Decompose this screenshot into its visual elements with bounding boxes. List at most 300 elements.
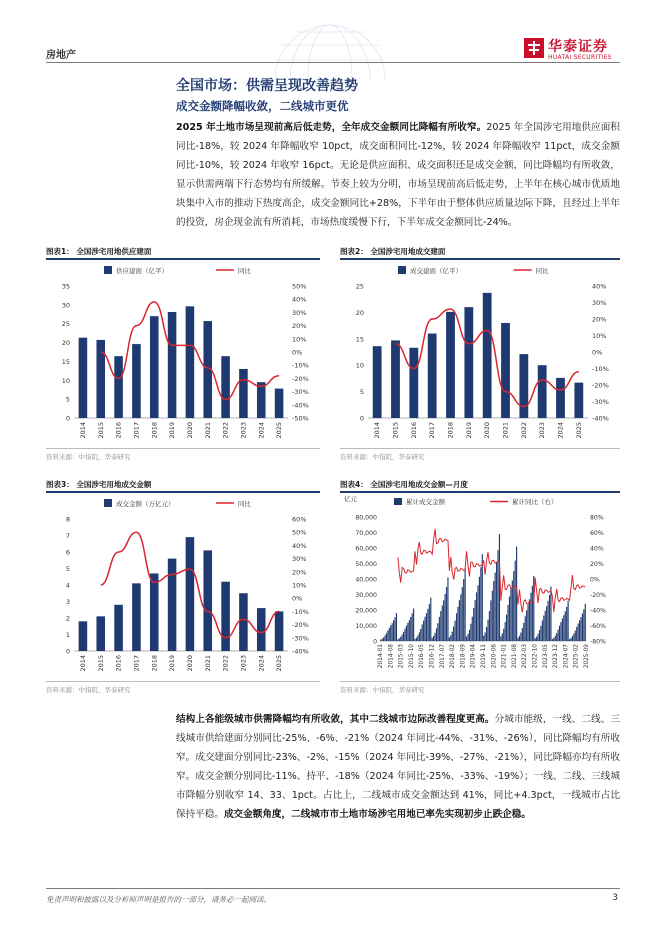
paragraph-1 — [176, 118, 620, 232]
bar — [519, 636, 520, 641]
x-tick-label: 2022 — [221, 655, 230, 672]
x-tick-label: 2015-03 — [398, 644, 405, 669]
bar — [394, 617, 395, 641]
bar — [420, 629, 421, 641]
bar — [549, 595, 550, 641]
figure-1-source: 资料来源：中指院，华泰研究 — [46, 453, 131, 461]
y-left-unit: 亿元 — [344, 495, 357, 503]
y-left-tick: 5 — [359, 388, 364, 397]
y-right-tick: 50% — [292, 528, 307, 537]
bar — [475, 600, 476, 641]
bar — [462, 587, 463, 641]
bar — [443, 600, 444, 641]
x-tick-label: 2017 — [132, 655, 141, 672]
x-tick-label: 2022-10 — [532, 644, 539, 669]
x-tick-label: 2017 — [132, 422, 141, 439]
y-right-tick: -20% — [292, 621, 309, 630]
figure-4-source-rule — [340, 681, 620, 682]
bar — [473, 608, 474, 641]
bar — [416, 638, 417, 641]
bar — [553, 638, 554, 641]
bar — [464, 307, 473, 418]
bar — [565, 611, 566, 641]
chart-fig3 — [46, 493, 320, 681]
x-tick-label: 2017-07 — [439, 644, 446, 669]
bar — [585, 604, 586, 641]
bar — [417, 635, 418, 641]
bar — [390, 625, 391, 641]
footer-divider — [46, 888, 620, 889]
x-tick-label: 2015 — [391, 422, 400, 439]
x-tick-label: 2018-02 — [450, 644, 457, 669]
y-left-tick: 2 — [65, 614, 70, 623]
bar — [460, 594, 461, 641]
bar — [552, 639, 553, 641]
y-left-tick: 10 — [355, 361, 364, 370]
bar — [452, 632, 453, 641]
bar — [568, 601, 569, 641]
y-right-tick: 10% — [292, 581, 307, 590]
bar — [382, 639, 383, 641]
bar — [482, 554, 483, 641]
x-tick-label: 2022 — [221, 422, 230, 439]
bar — [402, 634, 403, 641]
bar — [501, 323, 510, 418]
x-tick-label: 2019-11 — [481, 644, 487, 669]
bar — [403, 632, 404, 641]
legend-bar-swatch — [104, 499, 112, 507]
y-right-tick: 40% — [292, 541, 307, 550]
y-right-tick: -40% — [292, 647, 309, 656]
bar — [389, 628, 390, 641]
bar — [572, 636, 573, 641]
bar — [433, 636, 434, 641]
figure-4-label: 图表4： 全国涉宅用地成交金额—月度 — [340, 480, 468, 489]
bar — [517, 638, 518, 641]
bar — [186, 537, 195, 651]
bar — [527, 605, 528, 641]
bar — [582, 613, 583, 641]
bar — [150, 573, 159, 651]
legend-bar-swatch — [394, 498, 402, 505]
bar — [467, 634, 468, 641]
figure-4-source: 资料来源：中指院，华泰研究 — [340, 686, 425, 694]
y-right-tick: 0% — [592, 348, 603, 357]
bar — [499, 534, 500, 641]
logo-mark-icon — [524, 38, 544, 58]
x-tick-label: 2017 — [428, 422, 437, 439]
bar — [423, 621, 424, 641]
bar — [239, 593, 248, 651]
bar — [275, 611, 284, 651]
x-tick-label: 2025 — [275, 655, 284, 672]
y-left-tick: 0 — [65, 647, 70, 656]
bar — [489, 611, 490, 641]
bar — [132, 344, 141, 418]
bar — [506, 615, 507, 641]
y-right-tick: -40% — [292, 401, 309, 410]
y-left-tick: 3 — [65, 598, 70, 606]
bar — [430, 598, 431, 641]
bar — [497, 550, 498, 641]
x-tick-label: 2023-05 — [542, 644, 549, 669]
figure-3-source: 资料来源：中指院，华泰研究 — [46, 686, 131, 694]
y-right-tick: -40% — [592, 414, 609, 423]
figure-1-source-rule — [46, 448, 320, 449]
legend-bar-label: 成交金额（万亿元） — [116, 500, 175, 508]
bar — [472, 617, 473, 641]
bar — [404, 629, 405, 641]
legend-bar-swatch — [104, 266, 112, 274]
bar — [275, 389, 284, 418]
bar — [426, 613, 427, 641]
bar — [548, 601, 549, 641]
bar — [496, 562, 497, 641]
y-left-tick: 30 — [61, 301, 70, 310]
bar — [486, 627, 487, 641]
x-tick-label: 2016-12 — [429, 644, 436, 669]
bar — [391, 340, 400, 418]
y-right-tick: -20% — [592, 381, 609, 390]
y-left-tick: 0 — [373, 638, 377, 646]
bar — [422, 625, 423, 641]
bar — [466, 637, 467, 641]
bar — [132, 583, 141, 651]
bar — [492, 591, 493, 641]
bar — [542, 620, 543, 641]
x-tick-label: 2016-05 — [419, 644, 426, 669]
x-tick-label: 2021 — [203, 422, 212, 439]
y-right-tick: 0% — [590, 576, 600, 584]
y-left-tick: 15 — [355, 335, 364, 344]
bar — [446, 587, 447, 641]
bar — [221, 582, 230, 651]
footer-disclaimer: 免责声明和披露以及分析师声明是报告的一部分，请务必一起阅读。 — [46, 895, 271, 904]
bar — [502, 633, 503, 641]
bar — [579, 620, 580, 641]
bar — [396, 613, 397, 641]
y-left-tick: 0 — [359, 414, 364, 423]
legend-line-label: 累计同比（右） — [512, 498, 558, 506]
bar — [449, 637, 450, 641]
bar — [397, 639, 398, 641]
bar — [406, 626, 407, 641]
figure-1-label: 图表1： 全国涉宅用地供应建面 — [46, 247, 152, 256]
y-right-tick: 20% — [292, 322, 307, 331]
bar — [512, 580, 513, 641]
bar — [583, 609, 584, 641]
y-right-tick: -80% — [590, 638, 606, 646]
bar — [436, 628, 437, 641]
y-left-tick: 20 — [355, 308, 364, 317]
bar — [507, 605, 508, 641]
bar — [455, 621, 456, 641]
x-tick-label: 2019-04 — [470, 644, 477, 669]
y-left-tick: 7 — [65, 532, 70, 540]
y-right-tick: 80% — [590, 514, 604, 522]
bar — [523, 623, 524, 641]
x-tick-label: 2025 — [275, 422, 284, 439]
bar — [428, 334, 437, 418]
paragraph-1-body: 2025 年全国涉宅用地供应面积同比-18%，较 2024 年降幅收窄 10pct，成交面积同比-12%，较 2024 年降幅收窄 11pct，成交金额同比-10%，较 2024 年收窄 16pct。无论是供应面积、成交面积还是成交金额，同比降幅均有所收敛，显示供需两端下行态势均有所缓解。节奏上较为分明，市场呈现前高后低走势，上半年在核心城市优质地块集中入市的推动下热度高企，成交金额同比+28%，下半年由于整体供应质量边际下降，且经过上半年的投资，房企现金流有所消耗，市场热度缓慢下行，下半年成交金额同比-24%。 — [176, 122, 620, 228]
x-tick-label: 2025-02 — [573, 644, 580, 669]
bar — [386, 633, 387, 641]
bar — [505, 622, 506, 641]
bar — [529, 599, 530, 641]
x-tick-label: 2018 — [150, 422, 159, 439]
bar — [483, 293, 492, 418]
y-right-tick: -30% — [292, 388, 309, 397]
company-logo — [524, 36, 624, 64]
section-title: 全国市场：供需呈现改善趋势 — [176, 78, 358, 94]
bar — [530, 593, 531, 641]
bar — [186, 306, 195, 418]
bar — [409, 348, 418, 418]
bar — [570, 638, 571, 641]
figure-2-source-rule — [340, 448, 620, 449]
bar — [114, 605, 123, 651]
bar — [569, 639, 570, 641]
bar — [257, 382, 266, 418]
header-divider — [46, 62, 620, 63]
y-right-tick: 30% — [592, 299, 607, 307]
y-left-tick: 1 — [65, 631, 70, 639]
bar — [566, 607, 567, 641]
y-right-tick: 60% — [590, 530, 604, 537]
bar — [556, 378, 565, 418]
y-right-tick: -20% — [590, 592, 606, 599]
y-right-tick: -30% — [592, 398, 609, 406]
bar — [399, 638, 400, 641]
bar — [221, 356, 230, 418]
bar — [419, 632, 420, 641]
figure-2-label: 图表2： 全国涉宅用地成交建面 — [340, 247, 446, 256]
paragraph-1-lead: 2025 年土地市场呈现前高后低走势，全年成交金额同比降幅有所收窄。 — [176, 122, 487, 133]
bar — [555, 636, 556, 641]
x-tick-label: 2020 — [483, 422, 492, 439]
x-tick-label: 2015 — [96, 422, 105, 439]
bar — [578, 624, 579, 641]
y-right-tick: 40% — [590, 545, 604, 553]
x-tick-label: 2015 — [96, 655, 105, 672]
bar — [409, 620, 410, 641]
y-left-tick: 25 — [61, 320, 70, 329]
y-right-tick: 10% — [292, 335, 307, 344]
bar — [546, 606, 547, 641]
y-right-tick: -30% — [292, 634, 309, 643]
figure-3-source-rule — [46, 681, 320, 682]
bar — [509, 597, 510, 641]
bar — [373, 346, 382, 418]
bar — [439, 617, 440, 641]
legend-line-label: 同比 — [237, 500, 251, 508]
bar — [114, 356, 123, 418]
legend-bar-label: 供应建面（亿平） — [116, 267, 168, 275]
x-tick-label: 2014 — [78, 655, 87, 672]
y-left-tick: 15 — [61, 357, 70, 366]
y-right-tick: -10% — [592, 365, 609, 373]
y-left-tick: 35 — [61, 282, 70, 291]
bar — [522, 628, 523, 641]
y-left-tick: 80,000 — [355, 514, 377, 522]
bar — [535, 638, 536, 641]
bar — [413, 608, 414, 641]
y-left-tick: 10,000 — [355, 623, 377, 630]
x-tick-label: 2015-10 — [408, 644, 415, 669]
x-tick-label: 2025-09 — [584, 644, 590, 669]
bar — [414, 639, 415, 641]
bar — [456, 613, 457, 641]
bar — [400, 637, 401, 641]
y-right-tick: 40% — [592, 282, 607, 291]
globe-watermark — [270, 20, 390, 80]
bar — [457, 607, 458, 641]
y-left-tick: 70,000 — [355, 530, 377, 537]
x-tick-label: 2014 — [78, 422, 87, 439]
bar — [407, 623, 408, 641]
logo-en: HUATAI SECURITIES — [548, 54, 612, 61]
bar — [393, 620, 394, 641]
y-left-tick: 25 — [355, 282, 364, 291]
x-tick-label: 2016 — [409, 422, 418, 439]
y-right-tick: 30% — [292, 555, 307, 564]
bar — [503, 629, 504, 641]
bar — [96, 616, 105, 651]
x-tick-label: 2016 — [114, 422, 123, 439]
bar — [538, 365, 547, 418]
bar — [435, 633, 436, 641]
legend-line-label: 同比 — [237, 267, 251, 275]
bar — [540, 626, 541, 641]
bar — [450, 635, 451, 641]
legend-bar-label: 成交建面（亿平） — [410, 267, 462, 275]
bar — [168, 559, 177, 651]
bar — [510, 588, 511, 641]
bar — [432, 638, 433, 641]
y-right-tick: -10% — [292, 361, 309, 370]
y-left-tick: 8 — [65, 515, 70, 524]
y-left-tick: 40,000 — [355, 576, 377, 584]
bar — [539, 630, 540, 641]
chart-fig4 — [340, 493, 620, 681]
y-left-tick: 4 — [65, 581, 70, 590]
bar — [437, 623, 438, 641]
y-right-tick: 10% — [592, 332, 607, 340]
bar — [487, 620, 488, 641]
bar — [525, 616, 526, 641]
y-left-tick: 20,000 — [355, 607, 377, 615]
x-tick-label: 2019 — [168, 422, 177, 439]
bar — [453, 626, 454, 641]
y-right-tick: 20% — [592, 315, 607, 324]
section-subtitle: 成交金额降幅收敛，二线城市更优 — [176, 99, 349, 113]
bar — [576, 627, 577, 641]
x-tick-label: 2021-01 — [501, 644, 508, 669]
x-tick-label: 2021 — [203, 655, 212, 672]
y-left-tick: 30,000 — [355, 592, 377, 599]
x-tick-label: 2024-07 — [563, 644, 570, 669]
yoy-line — [398, 529, 585, 613]
y-left-tick: 10 — [61, 376, 70, 385]
bar — [470, 624, 471, 641]
bar — [384, 635, 385, 641]
bar — [562, 618, 563, 641]
x-tick-label: 2023 — [239, 655, 248, 672]
y-right-tick: -60% — [590, 623, 606, 630]
bar — [495, 573, 496, 641]
bar — [519, 354, 528, 418]
x-tick-label: 2023 — [538, 422, 547, 439]
bar — [387, 630, 388, 641]
bar — [560, 622, 561, 641]
y-right-tick: -50% — [292, 414, 309, 423]
y-left-tick: 0 — [65, 414, 70, 423]
legend-bar-swatch — [398, 266, 406, 274]
bar — [150, 316, 159, 418]
x-tick-label: 2022 — [519, 422, 528, 439]
y-right-tick: 0% — [292, 594, 303, 603]
chart-fig2 — [340, 260, 620, 450]
x-tick-label: 2014-08 — [388, 644, 395, 669]
bar — [410, 617, 411, 641]
y-left-tick: 20 — [61, 339, 70, 348]
bar — [447, 577, 448, 641]
bar — [479, 577, 480, 641]
bar — [480, 567, 481, 641]
bar — [526, 610, 527, 641]
bar — [442, 605, 443, 641]
sector-label: 房地产 — [46, 50, 76, 61]
y-left-tick: 50,000 — [355, 561, 377, 568]
y-right-tick: 20% — [590, 561, 604, 568]
bar — [203, 550, 212, 651]
bar — [427, 609, 428, 641]
bar — [239, 369, 248, 418]
bar — [469, 630, 470, 641]
bar — [559, 626, 560, 641]
x-tick-label: 2018-09 — [460, 644, 467, 669]
figure-3-label: 图表3： 全国涉宅用地成交金额 — [46, 480, 152, 489]
paragraph-2-body: 分城市能级，一线、二线、三线城市供给建面分别同比-25%、-6%、-21%（2024 年同比-44%、-31%、-26%），同比降幅均有所收窄。成交建面分别同比-23%、-2%、-15%（2024 年同比-39%、-27%、-21%），同比降幅亦均有所收窄。成交金额分别同比-11%、持平、-18%（2024 年同比-25%、-33%、-19%）；一线、二线、三线城市降幅分别收窄 14、33、1pct。占比上，二线城市成交金额达到 41%，同比+4.3pct，一线城市占比保持平稳。 — [176, 714, 621, 820]
x-tick-label: 2024 — [556, 422, 565, 439]
bar — [563, 615, 564, 641]
bar — [445, 594, 446, 641]
y-left-tick: 5 — [65, 395, 70, 404]
paragraph-2-lead: 结构上各能级城市供需降幅均有所收敛，其中二线城市边际改善程度更高。 — [176, 714, 495, 725]
y-left-tick: 60,000 — [355, 545, 377, 553]
bar — [429, 604, 430, 641]
bar — [483, 636, 484, 641]
bar — [575, 631, 576, 641]
paragraph-2-conclusion: 成交金额角度，二线城市市土地市场涉宅用地已率先实现初步止跌企稳。 — [223, 809, 531, 820]
x-tick-label: 2022-03 — [522, 644, 529, 669]
bar — [380, 640, 381, 641]
bar — [392, 623, 393, 641]
bar — [500, 636, 501, 641]
bar — [79, 621, 88, 651]
logo-cn: 华泰证券 — [548, 39, 608, 55]
chart-fig1 — [46, 260, 320, 450]
x-tick-label: 2018 — [150, 655, 159, 672]
legend-bar-label: 累计成交金额 — [406, 498, 445, 506]
bar — [520, 633, 521, 641]
bar — [459, 600, 460, 641]
x-tick-label: 2024 — [257, 655, 266, 672]
x-tick-label: 2018 — [446, 422, 455, 439]
bar — [556, 633, 557, 641]
bar — [463, 579, 464, 641]
y-right-tick: -20% — [292, 374, 309, 383]
